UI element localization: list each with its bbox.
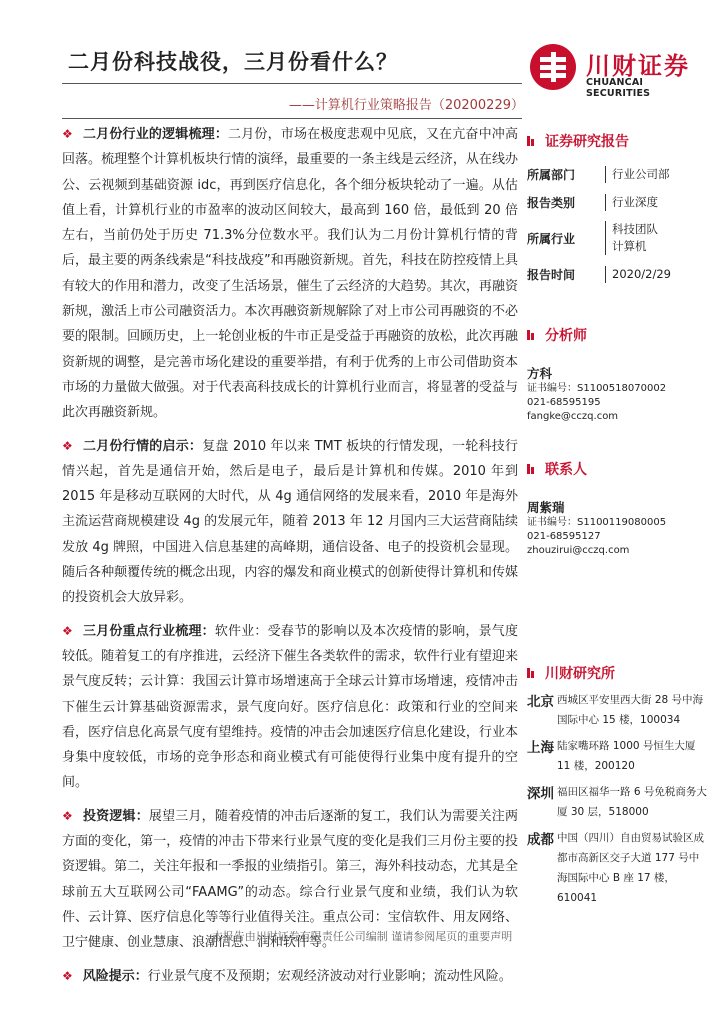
summary-paragraph: ❖ 三月份重点行业梳理：软件业：受春节的影响以及本次疫情的影响，景气度较低。随着复工的有序推进，云经济下催生各类软件的需求，软件行业有望迎来景气度反转；云计算：我国云计算市场增速高于全球云计算市场增速，疫情冲击下催生云计算基础资源需求，景气度向好。医疗信息化：政策和行业的空间来看，医疗信息化高景气度有望维持。疫情的冲击会加速医疗信息化建设，行业本身集中度较低，市场的竞争形态和商业模式有可能使得行业集中度有提升的空间。 bbox=[62, 623, 518, 791]
report-section-heading: 证券研究报告 bbox=[527, 130, 712, 152]
summary-body bbox=[62, 122, 518, 997]
analyst-section-heading: 分析师 bbox=[527, 324, 712, 346]
logo-english-name: CHUANCAI SECURITIES bbox=[586, 77, 651, 99]
analyst-cert: 证书编号：S1100518070002 bbox=[527, 383, 667, 394]
contact-name: 周紫瑞 bbox=[527, 500, 565, 515]
company-logo bbox=[530, 40, 700, 99]
summary-paragraph: ❖ 二月份行业的逻辑梳理：二月份，市场在极度悲观中见底，又在亢奋中冲高回落。梳理整个计算机板块行情的演绎，最重要的一条主线是云经济，从在线办公、云视频到基础资源 idc，再到医疗信息化，各个细分板块轮动了一遍。从估值上看，计算机行业的市盈率的波动区间较大，最高到 160 倍，最低到 20 倍左右，当前仍处于历史 71.3%分位数水平。我们认为二月份计算机行情的背后，最主要的两条线索是“科技战疫”和再融资新规。首先，科技在防控疫情上具有较大的作用和潜力，改变了生活场景，催生了云经济的大趋势。其次，再融资新规，激活上市公司融资活力。本次再融资新规解除了对上市公司再融资的不必要的限制。回顾历史，上一轮创业板的牛市正是受益于再融资的放松，此次再融资新规的调整，是完善市场化建设的重要举措，有利于优秀的上市公司借助资本市场的力量做大做强。对于代表高科技成长的计算机行业而言，将显著的受益与此次再融资新规。 bbox=[62, 127, 518, 421]
summary-paragraph: ❖ 二月份行情的启示：复盘 2010 年以来 TMT 板块的行情发现，一轮科技行情兴起，首先是通信开始，然后是电子，最后是计算机和传媒。2010 年到 2015 年是移动互联网的大时代，从 4g 通信网络的发展来看，2010 年是海外主流运营商规模建设 4g 的发展元年，随着 2013 年 12 月国内三大运营商陆续发放 4g 牌照，中国进入信息基建的高峰期，通信设备、电子的投资机会显现。随后各种颠覆传统的概念出现，内容的爆发和商业模式的创新使得计算机和传媒的投资机会大放异彩。 bbox=[62, 438, 518, 606]
sidebar bbox=[527, 130, 712, 908]
contact-phone: 021-68595127 bbox=[527, 531, 601, 542]
summary-paragraph: ❖ 投资逻辑：展望三月，随着疫情的冲击后逐渐的复工，我们认为需要关注两方面的变化，第一，疫情的冲击下带来行业景气度的变化是我们三月份主要的投资逻辑。第二，关注年报和一季报的业绩指引。第三，海外科技动态，尤其是全球前五大互联网公司“FAAMG”的动态。综合行业景气度和业绩，我们认为软件、云计算、医疗信息化等等行业值得关注。重点公司：宝信软件、用友网络、卫宁健康、创业慧康、浪潮信息、润和软件等。 bbox=[62, 808, 518, 951]
diamond-bullet-icon: ❖ bbox=[62, 623, 73, 638]
footer-disclaimer: 本报告由川财证券有限责任公司编制 谨请参阅尾页的重要声明 bbox=[211, 930, 513, 943]
diamond-bullet-icon: ❖ bbox=[62, 808, 73, 823]
subtitle-divider bbox=[62, 118, 522, 119]
info-row: 报告类别 行业深度 bbox=[527, 194, 658, 210]
info-row: 报告时间 2020/2/29 bbox=[527, 266, 671, 282]
title-divider bbox=[62, 83, 522, 84]
analyst-phone: 021-68595195 bbox=[527, 397, 601, 408]
summary-paragraph: ❖ 风险提示：行业景气度不及预期；宏观经济波动对行业影响；流动性风险。 bbox=[62, 968, 512, 984]
diamond-bullet-icon: ❖ bbox=[62, 438, 73, 453]
diamond-bullet-icon: ❖ bbox=[62, 968, 73, 983]
office-item: 深圳 福田区福华一路 6 号免税商务大厦 30 层，518000 bbox=[527, 786, 707, 818]
section-marker-icon bbox=[527, 330, 535, 340]
office-item: 成都 中国（四川）自由贸易试验区成都市高新区交子大道 177 号中海国际中心 B 座 17 楼，610041 bbox=[527, 832, 704, 904]
institute-section-heading: 川财研究所 bbox=[527, 662, 712, 684]
contact-section-heading: 联系人 bbox=[527, 458, 712, 480]
info-row: 所属部门 行业公司部 bbox=[527, 166, 670, 182]
office-item: 上海 陆家嘴环路 1000 号恒生大厦 11 楼，200120 bbox=[527, 740, 696, 772]
logo-mark-icon bbox=[530, 44, 576, 90]
section-marker-icon bbox=[527, 464, 535, 474]
section-marker-icon bbox=[527, 668, 535, 678]
diamond-bullet-icon: ❖ bbox=[62, 127, 73, 141]
analyst-email[interactable]: fangke@cczq.com bbox=[527, 411, 619, 422]
info-row: 所属行业 科技团队 计算机 bbox=[527, 222, 658, 253]
office-item: 北京 西城区平安里西大街 28 号中海国际中心 15 楼，100034 bbox=[527, 694, 704, 726]
section-marker-icon bbox=[527, 136, 535, 146]
analyst-name: 方科 bbox=[527, 366, 553, 381]
contact-card bbox=[527, 498, 712, 558]
contact-email[interactable]: zhouzirui@cczq.com bbox=[527, 545, 630, 556]
report-title: 二月份科技战役，三月份看什么？ bbox=[68, 50, 398, 74]
contact-cert: 证书编号：S1100119080005 bbox=[527, 517, 667, 528]
analyst-card bbox=[527, 364, 712, 424]
report-info-table bbox=[527, 160, 712, 288]
report-subtitle: ——计算机行业策略报告（20200229） bbox=[288, 98, 524, 113]
logo-chinese-name: 川财证券 bbox=[586, 52, 690, 80]
office-list bbox=[527, 690, 712, 908]
